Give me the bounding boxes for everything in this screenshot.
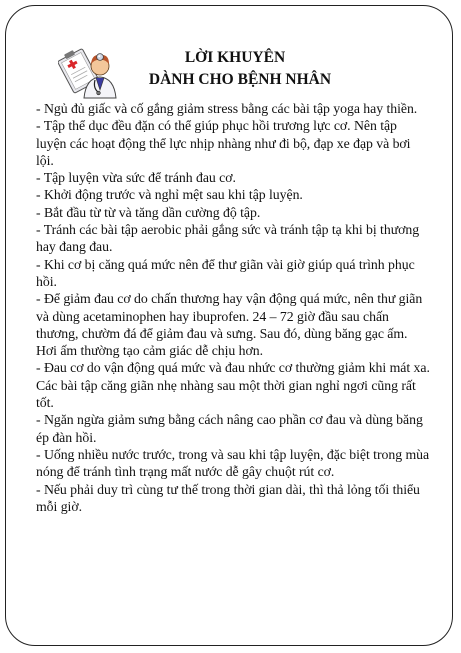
advice-item: - Để giảm đau cơ do chấn thương hay vận động quá mức, nên thư giãn và dùng acetaminophen hay ibuprofen. 24 – 72 giờ đầu sau chấn thương, chườm đá để giảm đau và sưng. Sau đó, dùng băng gạc ấm. Hơi ấm thường tạo cảm giác dễ chịu hơn. bbox=[36, 291, 423, 359]
advice-item: - Nếu phải duy trì cùng tư thế trong thời gian dài, thì thả lỏng tối thiểu mỗi giờ. bbox=[36, 481, 420, 514]
title-line-2: DÀNH CHO BỆNH NHÂN bbox=[148, 71, 332, 88]
advice-item: - Tránh các bài tập aerobic phải gắng sức và tránh tập tạ khi bị thương hay đang đau. bbox=[36, 222, 420, 255]
advice-item: - Đau cơ do vận động quá mức và đau nhức cơ thường giảm khi mát xa. Các bài tập căng giãn nhẹ nhàng sau một thời gian nghỉ ngơi cũng rất tốt. bbox=[36, 360, 430, 411]
advice-item: - Tập luyện vừa sức để tránh đau cơ. bbox=[36, 170, 236, 186]
advice-item: - Ngủ đủ giấc và cố gắng giảm stress bằng các bài tập yoga hay thiền. bbox=[36, 101, 418, 116]
doctor-icon bbox=[58, 40, 120, 102]
advice-item: - Ngăn ngừa giảm sưng bằng cách nâng cao phần cơ đau và dùng băng ép đàn hồi. bbox=[36, 412, 423, 445]
advice-item: - Bắt đầu từ từ và tăng dần cường độ tập. bbox=[36, 204, 261, 220]
advice-item: - Tập thể dục đều đặn có thể giúp phục hồi trương lực cơ. Nên tập luyện các hoạt động thể lực nhịp nhàng như đi bộ, đạp xe đạp và bơi lội. bbox=[36, 118, 411, 168]
advice-item: - Uống nhiều nước trước, trong và sau khi tập luyện, đặc biệt trong mùa nóng để tránh tình trạng mất nước dễ gây chuột rút cơ. bbox=[36, 446, 430, 480]
advice-item: - Khởi động trước và nghỉ mệt sau khi tập luyện. bbox=[36, 187, 303, 203]
advice-list bbox=[36, 100, 430, 515]
advice-item: - Khi cơ bị căng quá mức nên để thư giãn vài giờ giúp quá trình phục hồi. bbox=[36, 256, 415, 289]
title-line-1: LỜI KHUYÊN bbox=[184, 49, 286, 66]
